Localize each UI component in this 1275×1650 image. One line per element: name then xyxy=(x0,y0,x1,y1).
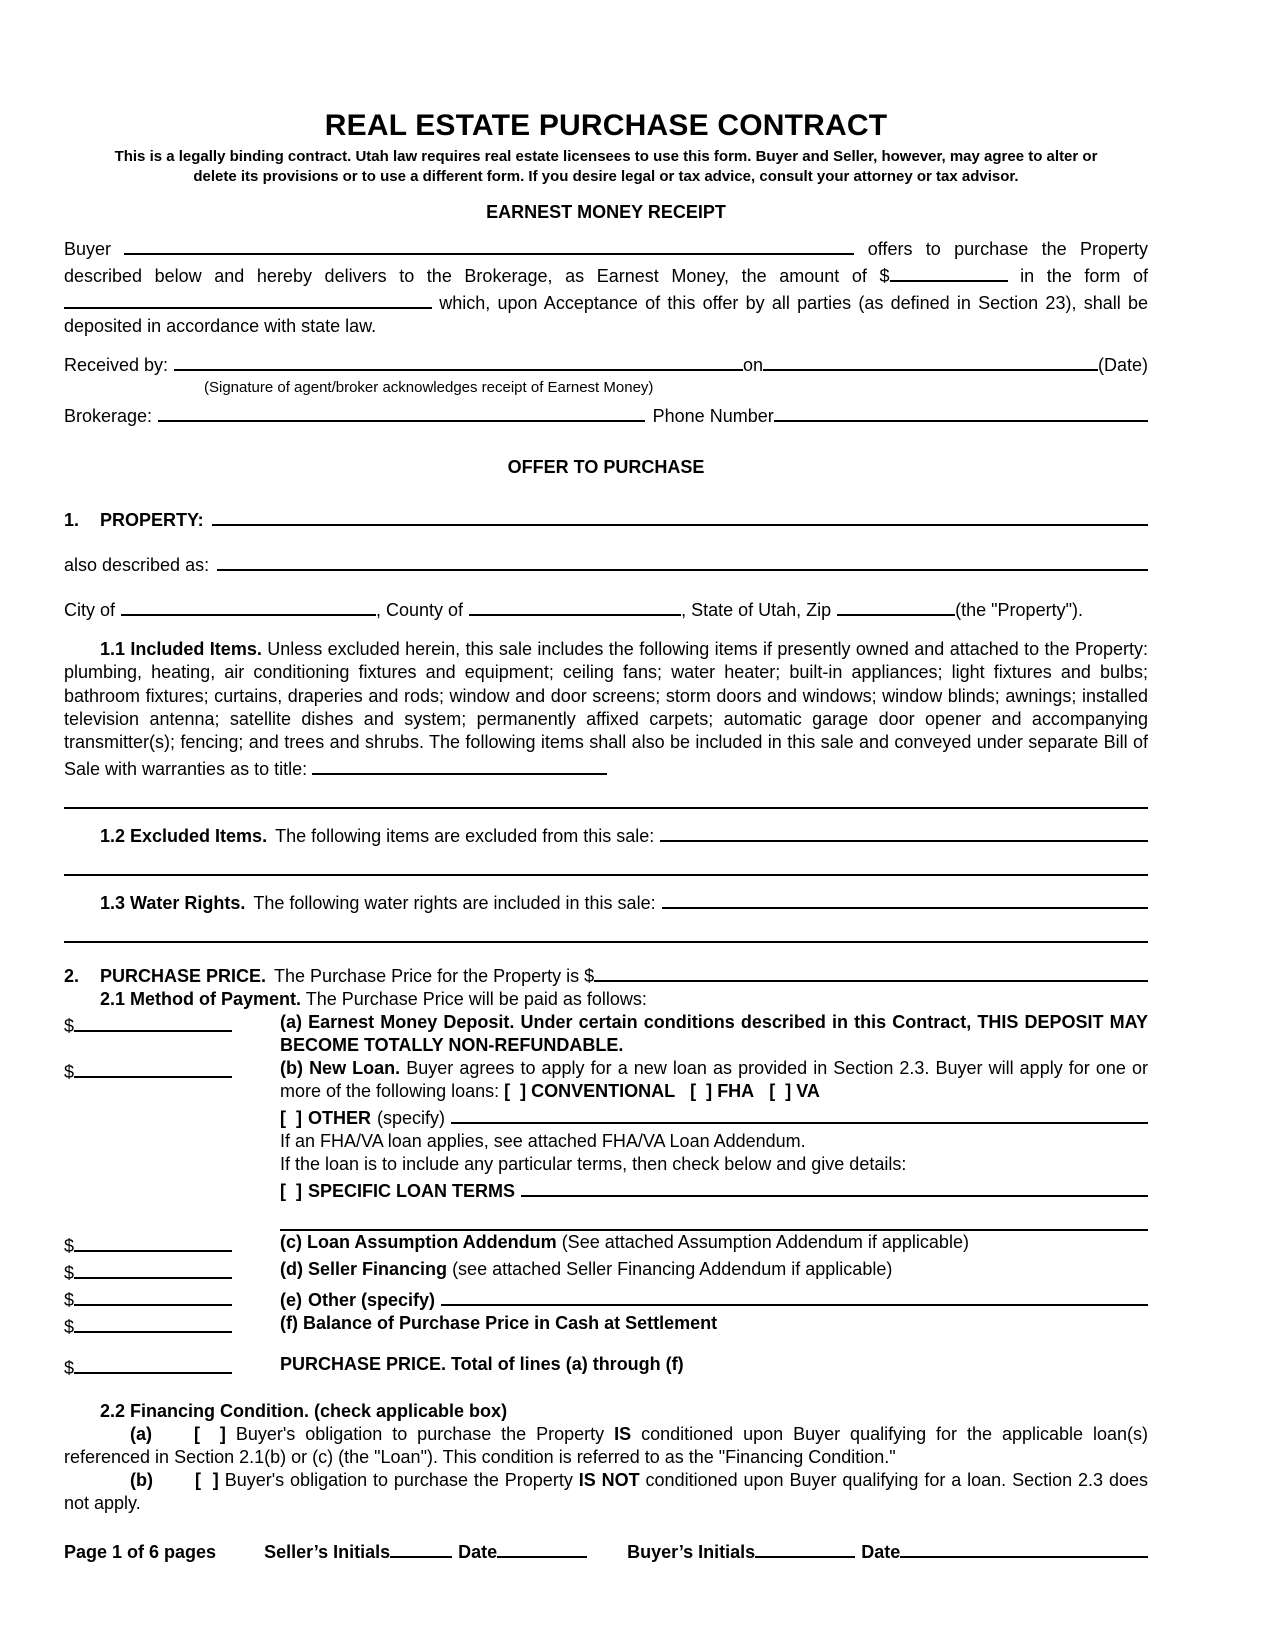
excluded-items-field[interactable] xyxy=(660,821,1148,842)
other-loan-checkbox[interactable]: [ ] xyxy=(280,1107,302,1128)
water-rights-field[interactable] xyxy=(662,888,1148,909)
loan-assumption-text: (See attached Assumption Addendum if applicable) xyxy=(561,1232,969,1252)
payment-f-description xyxy=(280,1312,1148,1335)
payment-a-amount xyxy=(64,1011,280,1038)
water-rights-text: The following water rights are included in this sale: xyxy=(253,892,656,913)
purchase-price-total-row xyxy=(64,1353,1148,1380)
county-field[interactable] xyxy=(469,595,681,616)
excluded-items-text: The following items are excluded from this sale: xyxy=(275,825,655,846)
row-e-text xyxy=(280,1285,1148,1312)
signature-note: (Signature of agent/broker acknowledges receipt of Earnest Money) xyxy=(204,378,654,396)
property-label: PROPERTY: xyxy=(100,510,204,531)
other-loan-row xyxy=(280,1103,1148,1130)
other-loan-label: OTHER xyxy=(308,1107,371,1128)
row-c-tag: (c) xyxy=(280,1232,302,1252)
payment-row-e xyxy=(64,1285,1148,1312)
specific-loan-terms-checkbox[interactable]: [ ] xyxy=(280,1180,302,1201)
seller-date-label: Date xyxy=(458,1542,498,1563)
total-amount xyxy=(64,1353,280,1380)
payment-e-amount xyxy=(64,1285,280,1312)
fc-b-pre: Buyer's obligation to purchase the Property xyxy=(224,1470,573,1491)
purchase-price-field[interactable] xyxy=(594,961,1148,982)
buyer-initials-label: Buyer’s Initials xyxy=(627,1542,756,1563)
brokerage-row xyxy=(64,401,1148,428)
water-rights-field-line2[interactable] xyxy=(64,915,1148,943)
conventional-checkbox[interactable]: [ ] xyxy=(504,1080,527,1101)
va-label: VA xyxy=(796,1080,820,1101)
payment-b-description xyxy=(280,1057,1148,1231)
other-loan-field[interactable] xyxy=(451,1103,1148,1124)
offers-text: offers to purchase the Property described below and hereby delivers to the Brokerage, as Earnest Money, the amount of $ xyxy=(64,238,1148,286)
financing-condition-b xyxy=(64,1469,1148,1515)
seller-date-field[interactable] xyxy=(497,1537,587,1558)
payment-row-f xyxy=(64,1312,1148,1339)
amount-c-field[interactable] xyxy=(74,1231,232,1252)
dollar-sign: $ xyxy=(64,1317,75,1338)
method-of-payment-text: The Purchase Price will be paid as follows: xyxy=(305,988,647,1009)
amount-e-field[interactable] xyxy=(74,1285,232,1306)
row-c-text xyxy=(280,1231,1148,1254)
payment-e-description xyxy=(280,1285,1148,1312)
included-items-text: Unless excluded herein, this sale includes the following items if presently owned and attached to the Property: plumbing, heating, air conditioning fixtures and equipment; ceiling fans; water heater; built-in appliances; light fixtures and bulbs; bathroom fixtures; curtains, draperies and rods; window and door screens; storm doors and windows; window blinds; awnings; installed television antenna; satellite dishes and system; permanently affixed carpets; automatic garage door opener and accompanying transmitter(s); fencing; and trees and shrubs. The following items shall also be included in this sale and conveyed under separate Bill of Sale with warranties as to title: xyxy=(64,639,1148,779)
row-a-body: Earnest Money Deposit. Under certain conditions described in this Contract, THIS DEPOSIT MAY BECOME TOTALLY NON-REFUNDABLE. xyxy=(280,1011,1148,1055)
specific-loan-terms-label: SPECIFIC LOAN TERMS xyxy=(308,1180,516,1201)
excluded-items-title: 1.2 Excluded Items. xyxy=(100,825,268,846)
fc-a-post: conditioned upon Buyer qualifying for the applicable loan(s) referenced in Section 2.1(b) or (c) (the "Loan"). This condition is referred to as the "Financing Condition." xyxy=(64,1424,1148,1468)
received-by-label: Received by: xyxy=(64,354,169,375)
state-zip-label: , State of Utah, Zip xyxy=(681,600,832,621)
seller-initials-label: Seller’s Initials xyxy=(264,1542,391,1563)
payment-c-amount xyxy=(64,1231,280,1258)
property-description-field[interactable] xyxy=(212,505,1148,526)
earnest-money-heading: EARNEST MONEY RECEIPT xyxy=(486,201,726,222)
received-by-signature-field[interactable] xyxy=(174,350,743,371)
amount-a-field[interactable] xyxy=(74,1011,232,1032)
payment-d-description xyxy=(280,1258,1148,1281)
row-d-text xyxy=(280,1258,1148,1281)
method-of-payment-row xyxy=(64,988,1148,1011)
payment-row-d xyxy=(64,1258,1148,1285)
which-text: which, upon Acceptance of this offer by all parties (as defined in Section 23), shall be deposited in accordance with state law. xyxy=(64,292,1148,336)
buyer-label: Buyer xyxy=(64,238,112,259)
fha-label: FHA xyxy=(717,1080,755,1101)
page-number: Page 1 of 6 pages xyxy=(64,1542,217,1563)
amount-f-field[interactable] xyxy=(74,1312,232,1333)
dollar-sign: $ xyxy=(64,1263,75,1284)
row-b-tag: (b) xyxy=(280,1057,303,1078)
in-form-of-text: in the form of xyxy=(1020,265,1148,286)
earnest-amount-field[interactable] xyxy=(890,261,1008,282)
phone-number-field[interactable] xyxy=(774,401,1148,422)
va-checkbox[interactable]: [ ] xyxy=(769,1080,792,1101)
water-rights-row xyxy=(64,888,1148,915)
fc-b-tag: (b) xyxy=(130,1470,153,1491)
row-e-tag: (e) xyxy=(280,1290,302,1311)
fc-a-pre: Buyer's obligation to purchase the Property xyxy=(235,1424,605,1445)
conventional-label: CONVENTIONAL xyxy=(531,1080,676,1101)
page-footer xyxy=(64,1537,1148,1564)
earnest-money-paragraph xyxy=(64,234,1148,338)
row-a-text xyxy=(280,1011,1148,1057)
buyer-date-label: Date xyxy=(861,1542,901,1563)
payment-b-amount xyxy=(64,1057,280,1084)
excluded-items-field-line2[interactable] xyxy=(64,848,1148,876)
brokerage-name-field[interactable] xyxy=(158,401,645,422)
included-items-field[interactable] xyxy=(312,754,607,775)
financing-a-checkbox[interactable]: [ ] xyxy=(194,1424,226,1445)
dollar-sign: $ xyxy=(64,1236,75,1256)
loan-terms-note: If the loan is to include any particular terms, then check below and give details: xyxy=(280,1153,907,1174)
included-items-paragraph xyxy=(64,638,1148,780)
total-description xyxy=(280,1353,1148,1376)
received-date-field[interactable] xyxy=(763,350,1098,371)
dollar-sign: $ xyxy=(64,1015,75,1036)
amount-d-field[interactable] xyxy=(74,1258,232,1279)
fc-a-is: IS xyxy=(614,1424,632,1445)
row-f-text xyxy=(280,1312,1148,1335)
phone-number-label: Phone Number xyxy=(652,406,774,427)
city-field[interactable] xyxy=(121,595,376,616)
buyer-date-field[interactable] xyxy=(900,1537,1148,1558)
other-specify-field[interactable] xyxy=(441,1285,1148,1306)
fc-b-is-not: IS NOT xyxy=(578,1470,640,1491)
total-label: PURCHASE PRICE. Total of lines (a) through (f) xyxy=(280,1354,684,1375)
payment-row-b xyxy=(64,1057,1148,1231)
dollar-sign: $ xyxy=(64,1290,75,1311)
water-rights-title: 1.3 Water Rights. xyxy=(100,892,246,913)
row-a-tag: (a) xyxy=(280,1011,302,1032)
payment-row-c xyxy=(64,1231,1148,1258)
included-items-title: 1.1 Included Items. xyxy=(100,639,262,660)
page-subtitle: This is a legally binding contract. Utah law requires real estate licensees to use this form. Buyer and Seller, however, may agree to alter or delete its provisions or to use a different form. If you desire legal or tax advice, consult your attorney or tax advisor. xyxy=(114,148,1098,185)
other-specify-label: Other (specify) xyxy=(308,1290,436,1311)
method-of-payment-label: 2.1 Method of Payment. xyxy=(100,988,302,1009)
fha-checkbox[interactable]: [ ] xyxy=(690,1080,713,1101)
seller-financing-label: Seller Financing xyxy=(308,1259,448,1280)
seller-initials-field[interactable] xyxy=(390,1537,452,1558)
specific-loan-terms-field-line2[interactable] xyxy=(280,1203,1148,1231)
also-described-label: also described as: xyxy=(64,555,210,576)
excluded-items-row xyxy=(64,821,1148,848)
payment-d-amount xyxy=(64,1258,280,1285)
other-loan-specify: (specify) xyxy=(377,1107,446,1128)
brokerage-label: Brokerage: xyxy=(64,406,153,427)
specific-loan-terms-row xyxy=(280,1176,1148,1203)
date-label: (Date) xyxy=(1097,354,1148,375)
section-1-number: 1. xyxy=(64,510,80,531)
row-b-text xyxy=(280,1057,1148,1103)
property-row xyxy=(64,505,1148,532)
new-loan-text: Buyer agrees to apply for a new loan as provided in Section 2.3. Buyer will apply for one or more of the following loans: xyxy=(280,1057,1148,1101)
fc-a-tag: (a) xyxy=(130,1424,152,1445)
dollar-sign: $ xyxy=(64,1358,75,1379)
county-label: , County of xyxy=(376,600,464,621)
buyer-initials-field[interactable] xyxy=(755,1537,855,1558)
payment-row-a xyxy=(64,1011,1148,1057)
row-f-tag: (f) xyxy=(280,1313,298,1334)
dollar-sign: $ xyxy=(64,1061,75,1082)
city-label: City of xyxy=(64,600,116,621)
zip-field[interactable] xyxy=(837,595,955,616)
also-described-row xyxy=(64,550,1148,577)
included-items-field-line2[interactable] xyxy=(64,781,1148,809)
offer-to-purchase-heading: OFFER TO PURCHASE xyxy=(507,457,705,478)
purchase-price-label: PURCHASE PRICE. xyxy=(100,965,267,986)
loan-assumption-label: Loan Assumption Addendum xyxy=(307,1232,557,1252)
financing-condition-a xyxy=(64,1423,1148,1469)
property-paren-label: (the "Property"). xyxy=(955,600,1083,621)
purchase-price-text: The Purchase Price for the Property is $ xyxy=(274,965,595,986)
financing-condition-heading: 2.2 Financing Condition. (check applicable box) xyxy=(100,1401,508,1422)
balance-label: Balance of Purchase Price in Cash at Settlement xyxy=(303,1313,718,1334)
row-d-tag: (d) xyxy=(280,1259,303,1280)
on-label: on xyxy=(742,354,763,375)
amount-b-field[interactable] xyxy=(74,1057,232,1078)
also-described-field[interactable] xyxy=(217,550,1148,571)
fha-va-note: If an FHA/VA loan applies, see attached FHA/VA Loan Addendum. xyxy=(280,1130,806,1151)
new-loan-label: New Loan. xyxy=(309,1057,401,1078)
financing-b-checkbox[interactable]: [ ] xyxy=(194,1470,219,1491)
seller-financing-text: (see attached Seller Financing Addendum if applicable) xyxy=(452,1259,893,1280)
page-title: REAL ESTATE PURCHASE CONTRACT xyxy=(324,109,888,142)
payment-f-amount xyxy=(64,1312,280,1339)
city-county-row xyxy=(64,595,1148,622)
buyer-name-field[interactable] xyxy=(124,234,854,255)
payment-a-description xyxy=(280,1011,1148,1057)
payment-c-description xyxy=(280,1231,1148,1254)
total-amount-field[interactable] xyxy=(74,1353,232,1374)
section-2-number: 2. xyxy=(64,965,80,986)
payment-form-field[interactable] xyxy=(64,288,432,309)
fc-b-post: conditioned upon Buyer qualifying for a loan. Section 2.3 does not apply. xyxy=(64,1470,1148,1514)
specific-loan-terms-field[interactable] xyxy=(521,1176,1148,1197)
received-by-row xyxy=(64,350,1148,377)
purchase-price-row xyxy=(64,961,1148,988)
